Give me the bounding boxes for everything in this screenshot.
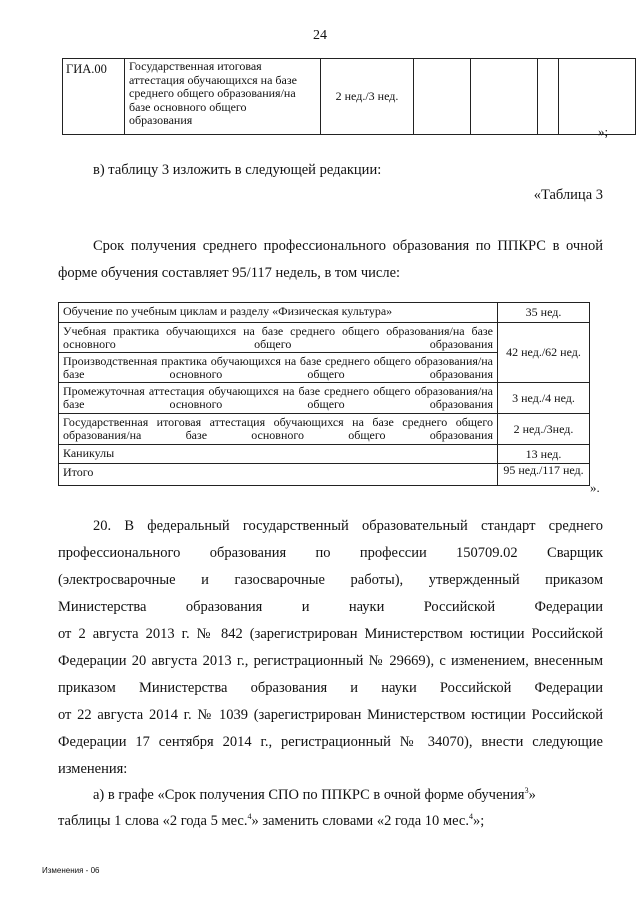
- footer-note: Изменения - 06: [42, 866, 100, 875]
- para20-line: изменения:: [58, 761, 128, 777]
- table-cell-empty: [559, 59, 636, 135]
- row-name: Государственная итоговая аттестация обучающихся на базе среднего общего образования/на базе основного общего образования: [59, 414, 498, 445]
- row-value: 42 нед./62 нед.: [498, 323, 590, 383]
- para20-line: от 2 августа 2013 г. № 842 (зарегистрирован Министерством юстиции Российской: [58, 626, 603, 642]
- description-line: образования: [129, 113, 193, 128]
- footnote-ref: 4: [247, 812, 252, 821]
- table-row: [59, 383, 590, 414]
- row-name: Производственная практика обучающихся на базе среднего общего образования/на базе основного общего образования: [59, 353, 498, 383]
- table-cell-duration: 2 нед./3 нед.: [321, 59, 414, 135]
- text-run: а) в графе «Срок получения СПО по ППКРС в очной форме обучения: [93, 786, 525, 803]
- row-name: Учебная практика обучающихся на базе среднего общего образования/на базе основного общего образования: [59, 323, 498, 353]
- table-row: [59, 303, 590, 323]
- paragraph-a-line: [93, 786, 536, 804]
- table-cell-empty: [538, 59, 559, 135]
- row-value: 2 нед./3нед.: [498, 414, 590, 445]
- para20-line: от 22 августа 2014 г. № 1039 (зарегистрирован Министерством юстиции Российской: [58, 707, 603, 723]
- table-3: [58, 302, 590, 486]
- paragraph-b: в) таблицу 3 изложить в следующей редакции:: [93, 162, 382, 178]
- table-row: [63, 59, 636, 135]
- table-cell-empty: [414, 59, 471, 135]
- footnote-ref: 4: [468, 812, 473, 821]
- table-label: «Таблица 3: [533, 187, 603, 203]
- row-value: 13 нед.: [498, 445, 590, 464]
- para20-line: 20. В федеральный государственный образовательный стандарт среднего: [93, 518, 603, 534]
- description-line: базе основного общего: [129, 99, 247, 114]
- table-closing-mark: »;: [598, 124, 609, 139]
- para20-line: Федерации 20 августа 2013 г., регистрационный № 29669), с изменением, внесенным: [58, 653, 603, 669]
- description-line: среднего общего образования/на: [129, 86, 296, 101]
- text-run: »: [528, 786, 536, 803]
- table-row: [59, 464, 590, 486]
- intro-line: форме обучения составляет 95/117 недель, в том числе:: [58, 265, 401, 281]
- row-name: Каникулы: [59, 445, 498, 464]
- text-run: » заменить словами «2 года 10 мес.: [251, 812, 469, 829]
- table-row: [59, 323, 590, 353]
- row-name: Обучение по учебным циклам и разделу «Физическая культура»: [59, 303, 498, 323]
- para20-line: Федерации 17 сентября 2014 г., регистрационный № 34070), внести следующие: [58, 734, 603, 750]
- top-table: [62, 58, 636, 135]
- para20-line: профессионального образования по профессии 150709.02 Сварщик: [58, 545, 603, 561]
- row-name: Итого: [59, 464, 498, 486]
- paragraph-a-line: [58, 812, 484, 830]
- para20-line: приказом Министерства образования и науки Российской Федерации: [58, 680, 603, 696]
- para20-line: (электросварочные и газосварочные работы), утвержденный приказом: [58, 572, 603, 588]
- text-run: »;: [472, 812, 485, 829]
- row-name: Промежуточная аттестация обучающихся на базе среднего общего образования/на базе основного общего образования: [59, 383, 498, 414]
- table-row: [59, 414, 590, 445]
- table-cell-empty: [471, 59, 538, 135]
- row-value: 35 нед.: [498, 303, 590, 323]
- table-cell-description: [125, 59, 321, 135]
- row-value: 95 нед./117 нед.: [498, 464, 590, 486]
- page-number: 24: [313, 28, 327, 43]
- table-closing-mark: ».: [590, 480, 600, 495]
- table-row: [59, 445, 590, 464]
- footnote-ref: 3: [524, 786, 529, 795]
- description-line: Государственная итоговая: [129, 59, 262, 73]
- description-line: аттестация обучающихся на базе: [129, 72, 297, 87]
- intro-line: Срок получения среднего профессионального образования по ППКРС в очной: [93, 238, 603, 254]
- row-value: 3 нед./4 нед.: [498, 383, 590, 414]
- para20-line: Министерства образования и науки Российской Федерации: [58, 599, 603, 615]
- table-cell-code: ГИА.00: [63, 59, 125, 135]
- text-run: таблицы 1 слова «2 года 5 мес.: [58, 812, 248, 829]
